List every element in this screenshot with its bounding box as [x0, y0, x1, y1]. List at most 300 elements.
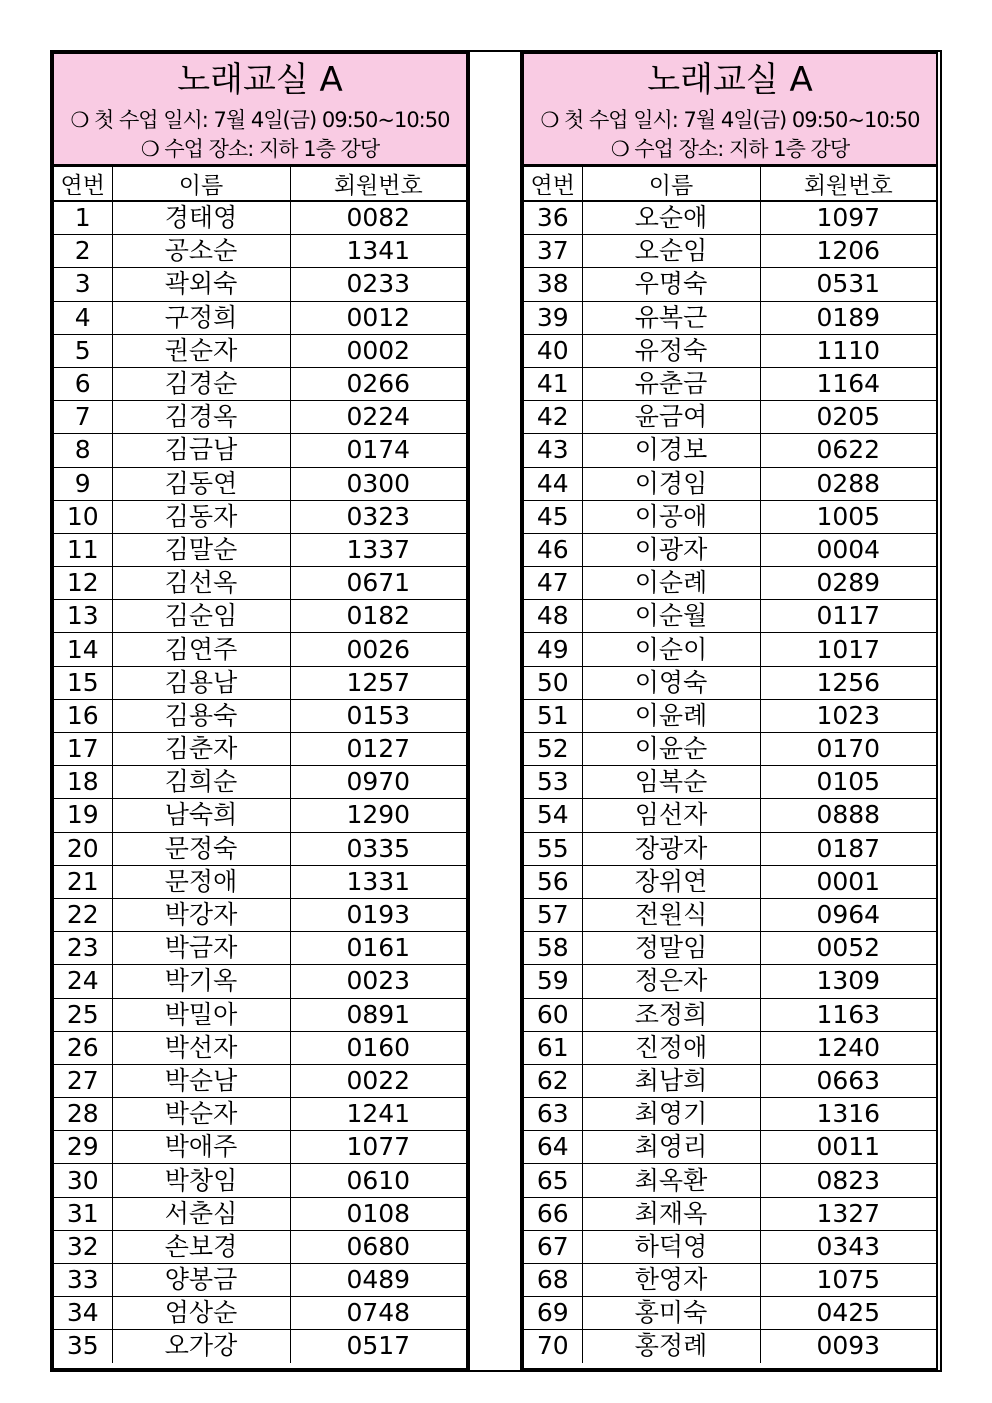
row-number: 6: [54, 367, 112, 400]
row-number: 8: [54, 434, 112, 467]
row-number: 9: [54, 467, 112, 500]
table-row: [54, 334, 466, 367]
member-id: 0610: [290, 1164, 466, 1197]
row-number: 63: [524, 1098, 582, 1131]
table-row: [524, 201, 936, 235]
member-id: 0012: [290, 301, 466, 334]
table-row: [54, 699, 466, 732]
member-name: 최영기: [582, 1098, 760, 1131]
member-name: 박금자: [112, 932, 290, 965]
table-row: [524, 1297, 936, 1330]
table-row: [524, 434, 936, 467]
row-number: 58: [524, 932, 582, 965]
member-id: 1337: [290, 533, 466, 566]
member-name: 유춘금: [582, 367, 760, 400]
table-row: [524, 1197, 936, 1230]
row-number: 33: [54, 1264, 112, 1297]
member-name: 임복순: [582, 766, 760, 799]
table-row: [524, 334, 936, 367]
member-name: 곽외숙: [112, 268, 290, 301]
member-name: 이순례: [582, 567, 760, 600]
table-row: [524, 401, 936, 434]
row-number: 52: [524, 733, 582, 766]
member-id: 0425: [760, 1297, 936, 1330]
table-row: [524, 600, 936, 633]
member-name: 하덕영: [582, 1230, 760, 1263]
table-row: [524, 998, 936, 1031]
left-roster-table: [54, 166, 466, 1363]
member-id: 0004: [760, 533, 936, 566]
row-number: 65: [524, 1164, 582, 1197]
member-id: 0182: [290, 600, 466, 633]
right-roster-panel: [522, 52, 938, 1370]
member-id: 0052: [760, 932, 936, 965]
member-id: 0187: [760, 832, 936, 865]
member-id: 0323: [290, 500, 466, 533]
member-name: 박밀아: [112, 998, 290, 1031]
member-id: 0108: [290, 1197, 466, 1230]
row-number: 10: [54, 500, 112, 533]
table-row: [524, 766, 936, 799]
member-id: 0193: [290, 898, 466, 931]
member-name: 조정희: [582, 998, 760, 1031]
member-name: 이윤순: [582, 733, 760, 766]
table-row: [524, 467, 936, 500]
left-schedule-line: ❍ 첫 수업 일시: 7월 4일(금) 09:50~10:50: [70, 108, 450, 132]
row-number: 66: [524, 1197, 582, 1230]
row-number: 47: [524, 567, 582, 600]
row-number: 40: [524, 334, 582, 367]
member-name: 박창임: [112, 1164, 290, 1197]
table-row: [54, 367, 466, 400]
member-id: 0233: [290, 268, 466, 301]
member-id: 0105: [760, 766, 936, 799]
member-id: 1327: [760, 1197, 936, 1230]
member-id: 0748: [290, 1297, 466, 1330]
row-number: 45: [524, 500, 582, 533]
row-number: 29: [54, 1131, 112, 1164]
member-id: 0023: [290, 965, 466, 998]
member-name: 경태영: [112, 201, 290, 235]
row-number: 35: [54, 1330, 112, 1363]
row-number: 42: [524, 401, 582, 434]
table-row: [524, 1230, 936, 1263]
row-number: 57: [524, 898, 582, 931]
row-number: 31: [54, 1197, 112, 1230]
member-name: 진정애: [582, 1031, 760, 1064]
row-number: 13: [54, 600, 112, 633]
table-row: [524, 1064, 936, 1097]
member-name: 이순이: [582, 633, 760, 666]
table-row: [524, 699, 936, 732]
row-number: 43: [524, 434, 582, 467]
member-id: 0517: [290, 1330, 466, 1363]
member-id: 0001: [760, 865, 936, 898]
table-row: [54, 1064, 466, 1097]
row-number: 56: [524, 865, 582, 898]
member-id: 0266: [290, 367, 466, 400]
member-id: 1075: [760, 1264, 936, 1297]
table-row: [524, 1330, 936, 1363]
member-name: 이영숙: [582, 666, 760, 699]
member-name: 박애주: [112, 1131, 290, 1164]
member-id: 1163: [760, 998, 936, 1031]
member-id: 0002: [290, 334, 466, 367]
table-row: [524, 500, 936, 533]
table-row: [524, 733, 936, 766]
member-name: 이윤례: [582, 699, 760, 732]
member-id: 0891: [290, 998, 466, 1031]
table-row: [54, 1230, 466, 1263]
row-number: 17: [54, 733, 112, 766]
member-id: 1256: [760, 666, 936, 699]
table-row: [54, 1264, 466, 1297]
row-number: 19: [54, 799, 112, 832]
member-id: 1023: [760, 699, 936, 732]
row-number: 21: [54, 865, 112, 898]
row-number: 70: [524, 1330, 582, 1363]
row-number: 51: [524, 699, 582, 732]
member-id: 0224: [290, 401, 466, 434]
member-id: 1241: [290, 1098, 466, 1131]
row-number: 68: [524, 1264, 582, 1297]
table-row: [54, 500, 466, 533]
right-schedule-line: ❍ 첫 수업 일시: 7월 4일(금) 09:50~10:50: [540, 108, 920, 132]
member-name: 박순자: [112, 1098, 290, 1131]
member-name: 김경옥: [112, 401, 290, 434]
member-name: 이경임: [582, 467, 760, 500]
table-row: [524, 235, 936, 268]
member-name: 김말순: [112, 533, 290, 566]
member-id: 0970: [290, 766, 466, 799]
table-row: [54, 467, 466, 500]
row-number: 3: [54, 268, 112, 301]
row-number: 25: [54, 998, 112, 1031]
row-number: 18: [54, 766, 112, 799]
member-name: 최재옥: [582, 1197, 760, 1230]
member-id: 0170: [760, 733, 936, 766]
row-number: 46: [524, 533, 582, 566]
member-id: 1110: [760, 334, 936, 367]
member-name: 홍미숙: [582, 1297, 760, 1330]
table-row: [524, 1131, 936, 1164]
table-row: [54, 401, 466, 434]
member-id: 0127: [290, 733, 466, 766]
row-number: 61: [524, 1031, 582, 1064]
row-number: 38: [524, 268, 582, 301]
table-row: [54, 766, 466, 799]
header-name: 이름: [582, 167, 760, 202]
member-name: 박기옥: [112, 965, 290, 998]
header-number: 연번: [524, 167, 582, 202]
member-id: 0671: [290, 567, 466, 600]
member-name: 구정희: [112, 301, 290, 334]
member-id: 0888: [760, 799, 936, 832]
row-number: 49: [524, 633, 582, 666]
row-number: 59: [524, 965, 582, 998]
member-name: 이순월: [582, 600, 760, 633]
table-row: [524, 1164, 936, 1197]
table-row: [54, 865, 466, 898]
row-number: 30: [54, 1164, 112, 1197]
table-row: [54, 434, 466, 467]
header-member-id: 회원번호: [760, 167, 936, 202]
table-row: [524, 367, 936, 400]
member-name: 윤금여: [582, 401, 760, 434]
table-row: [524, 301, 936, 334]
row-number: 60: [524, 998, 582, 1031]
table-row: [54, 1297, 466, 1330]
table-row: [524, 965, 936, 998]
member-name: 김춘자: [112, 733, 290, 766]
member-id: 1290: [290, 799, 466, 832]
member-name: 김순임: [112, 600, 290, 633]
right-location-line: ❍ 수업 장소: 지하 1층 강당: [610, 137, 850, 161]
member-id: 0082: [290, 201, 466, 235]
member-id: 1331: [290, 865, 466, 898]
table-row: [524, 1031, 936, 1064]
member-id: 1206: [760, 235, 936, 268]
member-name: 김연주: [112, 633, 290, 666]
member-name: 박선자: [112, 1031, 290, 1064]
table-row: [524, 666, 936, 699]
row-number: 53: [524, 766, 582, 799]
member-name: 엄상순: [112, 1297, 290, 1330]
table-row: [524, 799, 936, 832]
table-row: [54, 567, 466, 600]
table-row: [54, 832, 466, 865]
member-id: 1077: [290, 1131, 466, 1164]
member-id: 0174: [290, 434, 466, 467]
row-number: 37: [524, 235, 582, 268]
member-name: 최남희: [582, 1064, 760, 1097]
row-number: 15: [54, 666, 112, 699]
table-row: [524, 832, 936, 865]
member-id: 0343: [760, 1230, 936, 1263]
member-name: 한영자: [582, 1264, 760, 1297]
member-name: 이경보: [582, 434, 760, 467]
table-row: [54, 965, 466, 998]
table-row: [54, 201, 466, 235]
left-location-line: ❍ 수업 장소: 지하 1층 강당: [140, 137, 380, 161]
row-number: 14: [54, 633, 112, 666]
member-name: 오순애: [582, 201, 760, 235]
table-row: [54, 998, 466, 1031]
member-name: 남숙희: [112, 799, 290, 832]
table-row: [524, 1264, 936, 1297]
header-number: 연번: [54, 167, 112, 202]
member-name: 이광자: [582, 533, 760, 566]
member-id: 0160: [290, 1031, 466, 1064]
member-id: 1257: [290, 666, 466, 699]
member-name: 정말임: [582, 932, 760, 965]
member-id: 0622: [760, 434, 936, 467]
member-name: 김경순: [112, 367, 290, 400]
member-name: 장광자: [582, 832, 760, 865]
row-number: 27: [54, 1064, 112, 1097]
table-row: [54, 1164, 466, 1197]
member-id: 0153: [290, 699, 466, 732]
row-number: 41: [524, 367, 582, 400]
member-name: 김동자: [112, 500, 290, 533]
table-row: [54, 235, 466, 268]
row-number: 44: [524, 467, 582, 500]
table-row: [54, 799, 466, 832]
row-number: 20: [54, 832, 112, 865]
member-name: 박순남: [112, 1064, 290, 1097]
member-id: 1005: [760, 500, 936, 533]
row-number: 28: [54, 1098, 112, 1131]
table-row: [54, 1098, 466, 1131]
member-id: 0205: [760, 401, 936, 434]
member-name: 양봉금: [112, 1264, 290, 1297]
member-name: 박강자: [112, 898, 290, 931]
table-row: [54, 932, 466, 965]
header-name: 이름: [112, 167, 290, 202]
member-name: 오가강: [112, 1330, 290, 1363]
member-name: 오순임: [582, 235, 760, 268]
header-member-id: 회원번호: [290, 167, 466, 202]
table-row: [54, 733, 466, 766]
row-number: 1: [54, 201, 112, 235]
table-row: [54, 268, 466, 301]
table-row: [524, 533, 936, 566]
row-number: 62: [524, 1064, 582, 1097]
member-id: 1097: [760, 201, 936, 235]
member-name: 유복근: [582, 301, 760, 334]
member-name: 김동연: [112, 467, 290, 500]
table-row: [54, 666, 466, 699]
row-number: 16: [54, 699, 112, 732]
member-name: 이공애: [582, 500, 760, 533]
member-id: 0026: [290, 633, 466, 666]
column-gap: [468, 52, 522, 1370]
member-name: 장위연: [582, 865, 760, 898]
member-name: 전원식: [582, 898, 760, 931]
table-row: [54, 533, 466, 566]
table-row: [54, 1330, 466, 1363]
left-roster-panel: [52, 52, 468, 1370]
table-row: [524, 865, 936, 898]
member-id: 0022: [290, 1064, 466, 1097]
member-name: 김용남: [112, 666, 290, 699]
member-name: 김희순: [112, 766, 290, 799]
member-name: 문정애: [112, 865, 290, 898]
member-id: 1341: [290, 235, 466, 268]
member-name: 임선자: [582, 799, 760, 832]
table-row: [54, 600, 466, 633]
member-id: 0964: [760, 898, 936, 931]
member-id: 0189: [760, 301, 936, 334]
right-title: 노래교실 A: [647, 60, 813, 100]
table-row: [54, 1031, 466, 1064]
member-id: 0489: [290, 1264, 466, 1297]
member-name: 서춘심: [112, 1197, 290, 1230]
row-number: 2: [54, 235, 112, 268]
row-number: 32: [54, 1230, 112, 1263]
row-number: 12: [54, 567, 112, 600]
row-number: 7: [54, 401, 112, 434]
row-number: 48: [524, 600, 582, 633]
member-name: 홍정례: [582, 1330, 760, 1363]
member-name: 김선옥: [112, 567, 290, 600]
row-number: 34: [54, 1297, 112, 1330]
member-id: 1316: [760, 1098, 936, 1131]
row-number: 64: [524, 1131, 582, 1164]
row-number: 54: [524, 799, 582, 832]
member-id: 0011: [760, 1131, 936, 1164]
row-number: 23: [54, 932, 112, 965]
member-id: 0663: [760, 1064, 936, 1097]
right-roster-body: [524, 201, 936, 1363]
member-id: 1164: [760, 367, 936, 400]
table-row: [54, 301, 466, 334]
member-name: 권순자: [112, 334, 290, 367]
table-row: [524, 932, 936, 965]
left-roster-body: [54, 201, 466, 1363]
row-number: 67: [524, 1230, 582, 1263]
table-row: [524, 268, 936, 301]
member-name: 김금남: [112, 434, 290, 467]
table-row: [524, 898, 936, 931]
member-name: 공소순: [112, 235, 290, 268]
table-row: [524, 567, 936, 600]
member-id: 1309: [760, 965, 936, 998]
row-number: 24: [54, 965, 112, 998]
member-id: 1017: [760, 633, 936, 666]
member-name: 손보경: [112, 1230, 290, 1263]
member-name: 유정숙: [582, 334, 760, 367]
right-header: [524, 54, 936, 166]
row-number: 22: [54, 898, 112, 931]
row-number: 4: [54, 301, 112, 334]
member-id: 0288: [760, 467, 936, 500]
member-id: 0680: [290, 1230, 466, 1263]
member-id: 0823: [760, 1164, 936, 1197]
member-id: 0289: [760, 567, 936, 600]
member-id: 0161: [290, 932, 466, 965]
row-number: 39: [524, 301, 582, 334]
row-number: 11: [54, 533, 112, 566]
member-name: 정은자: [582, 965, 760, 998]
row-number: 50: [524, 666, 582, 699]
member-name: 김용숙: [112, 699, 290, 732]
table-row: [54, 1131, 466, 1164]
member-id: 1240: [760, 1031, 936, 1064]
table-row: [524, 1098, 936, 1131]
row-number: 26: [54, 1031, 112, 1064]
member-id: 0093: [760, 1330, 936, 1363]
member-name: 최옥환: [582, 1164, 760, 1197]
right-roster-table: [524, 166, 936, 1363]
member-id: 0117: [760, 600, 936, 633]
member-name: 문정숙: [112, 832, 290, 865]
row-number: 69: [524, 1297, 582, 1330]
member-name: 최영리: [582, 1131, 760, 1164]
row-number: 36: [524, 201, 582, 235]
left-title: 노래교실 A: [177, 60, 343, 100]
table-row: [54, 898, 466, 931]
member-id: 0335: [290, 832, 466, 865]
table-row: [54, 1197, 466, 1230]
member-name: 우명숙: [582, 268, 760, 301]
member-id: 0300: [290, 467, 466, 500]
left-header: [54, 54, 466, 166]
row-number: 55: [524, 832, 582, 865]
table-row: [54, 633, 466, 666]
row-number: 5: [54, 334, 112, 367]
member-id: 0531: [760, 268, 936, 301]
